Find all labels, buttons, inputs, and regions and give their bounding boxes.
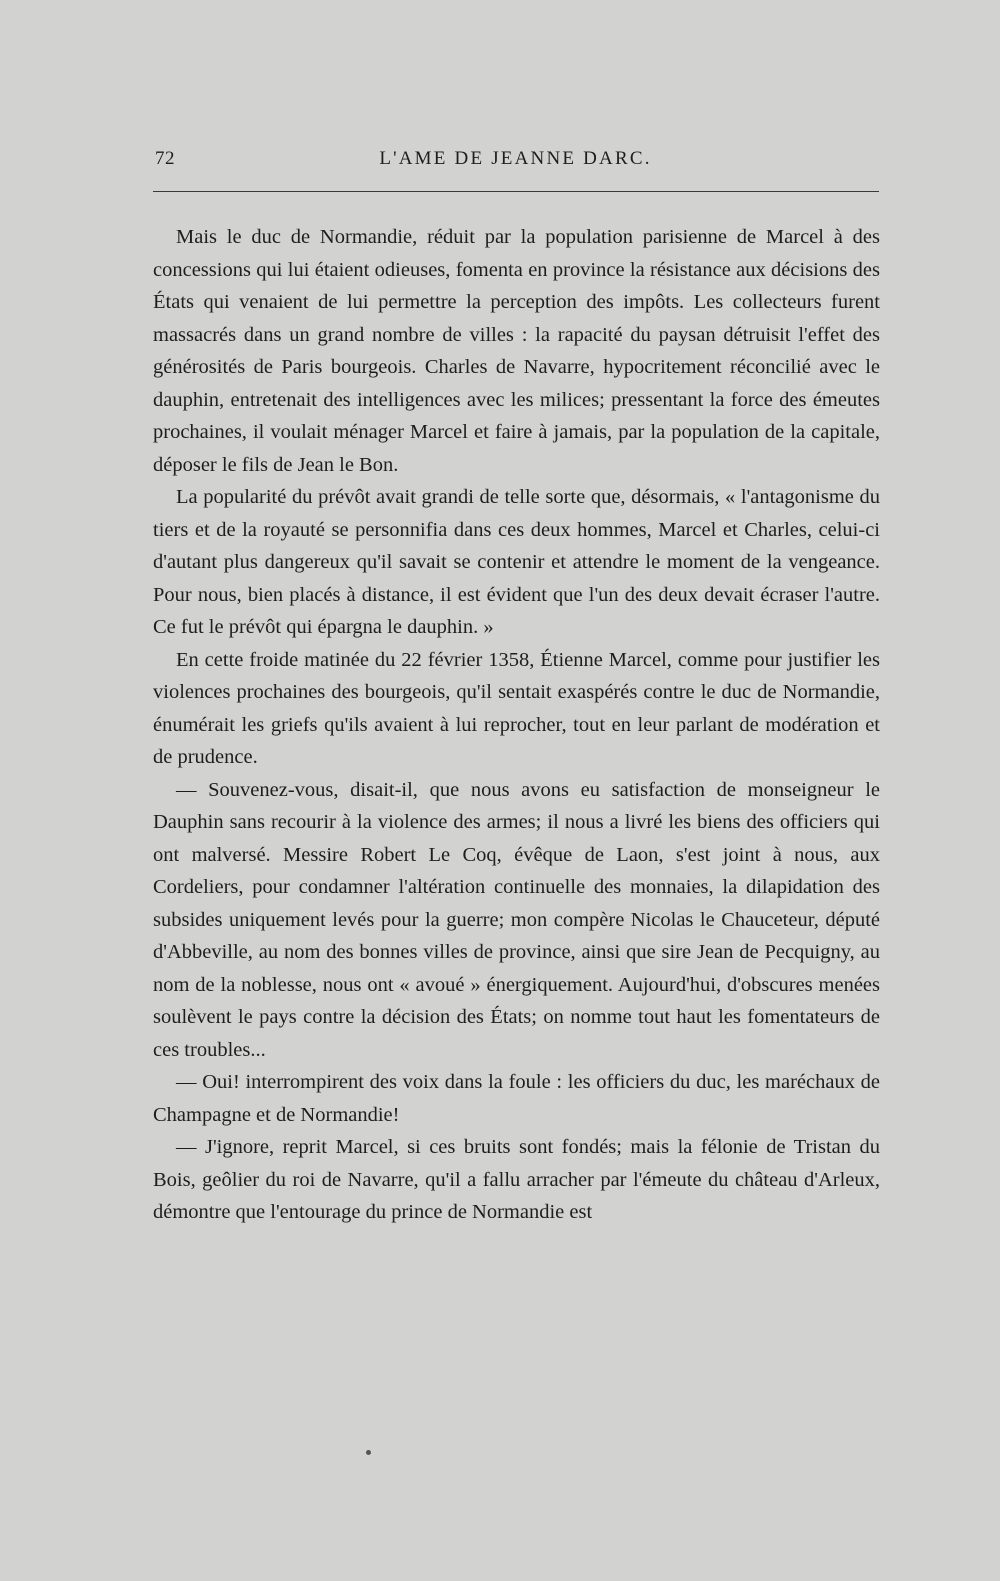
body-text <box>153 221 880 1229</box>
paragraph: — Souvenez-vous, disait-il, que nous avons eu satisfaction de monseigneur le Dauphin sans recourir à la violence des armes; il nous a livré les biens des officiers qui ont malversé. Messire Robert Le Coq, évêque de Laon, s'est joint à nous, aux Cordeliers, pour condamner l'altération continuelle des monnaies, la dilapidation des subsides uniquement levés pour la guerre; mon compère Nicolas le Chauceteur, député d'Abbeville, au nom des bonnes villes de province, ainsi que sire Jean de Pecquigny, au nom de la noblesse, nous ont « avoué » énergiquement. Aujourd'hui, d'obscures menées soulèvent le pays contre la décision des États; on nomme tout haut les fomentateurs de ces troubles... <box>153 778 880 1061</box>
paragraph: La popularité du prévôt avait grandi de telle sorte que, désormais, « l'antagonisme du tiers et de la royauté se personnifia dans ces deux hommes, Marcel et Charles, celui-ci d'autant plus dangereux qu'il savait se contenir et attendre le moment de la vengeance. Pour nous, bien placés à distance, il est évident que l'un des deux devait écraser l'autre. Ce fut le prévôt qui épargna le dauphin. » <box>153 486 880 638</box>
page-header <box>153 148 878 176</box>
paragraph: — Oui! interrompirent des voix dans la foule : les officiers du duc, les maréchaux de Champagne et de Normandie! <box>153 1071 880 1126</box>
page-number: 72 <box>155 148 175 169</box>
ink-speck <box>366 1450 371 1455</box>
paragraph: Mais le duc de Normandie, réduit par la population parisienne de Marcel à des concessions qui lui étaient odieuses, fomenta en province la résistance aux décisions des États qui venaient de lui permettre la perception des impôts. Les collecteurs furent massacrés dans un grand nombre de villes : la rapacité du paysan détruisit l'effet des générosités de Paris bourgeois. Charles de Navarre, hypocritement réconcilié avec le dauphin, entretenait des intelligences avec les milices; pressentant la force des émeutes prochaines, il voulait ménager Marcel et faire à jamais, par la population de la capitale, déposer le fils de Jean le Bon. <box>153 226 880 476</box>
paragraph: — J'ignore, reprit Marcel, si ces bruits sont fondés; mais la félonie de Tristan du Bois, geôlier du roi de Navarre, qu'il a fallu arracher par l'émeute du château d'Arleux, démontre que l'entourage du prince de Normandie est <box>153 1136 880 1223</box>
running-title: L'AME DE JEANNE DARC. <box>379 148 652 169</box>
header-rule <box>153 191 879 192</box>
paragraph: En cette froide matinée du 22 février 1358, Étienne Marcel, comme pour justifier les violences prochaines des bourgeois, qu'il sentait exaspérés contre le duc de Normandie, énumérait les griefs qu'ils avaient à lui reprocher, tout en leur parlant de modération et de prudence. <box>153 648 880 768</box>
